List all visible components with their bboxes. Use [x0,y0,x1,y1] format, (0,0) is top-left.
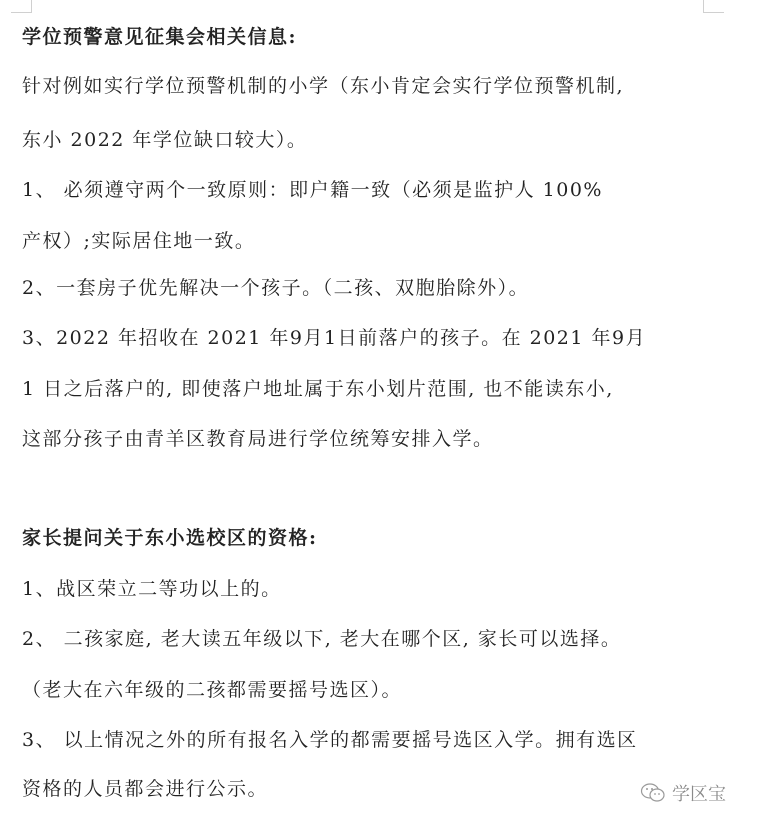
wechat-icon [640,782,666,804]
section2-line: 1、战区荣立二等功以上的。 [22,578,282,600]
section1-line: 1、 必须遵守两个一致原则：即户籍一致（必须是监护人 100% [22,179,603,201]
watermark [640,780,726,806]
section2-line: （老大在六年级的二孩都需要摇号选区）。 [22,679,403,701]
section2-line: 2、 二孩家庭, 老大读五年级以下, 老大在哪个区, 家长可以选择。 [22,628,622,650]
section2-line: 3、 以上情况之外的所有报名入学的都需要摇号选区入学。拥有选区 [22,729,638,751]
section1-line: 东小 2022 年学位缺口较大）。 [22,129,308,151]
watermark-text: 学区宝 [672,784,726,805]
section2-heading: 家长提问关于东小选校区的资格: [22,527,318,549]
section1-line: 2、一套房子优先解决一个孩子。（二孩、双胞胎除外）。 [22,277,530,299]
section1-line: 产权）;实际居住地一致。 [22,230,256,252]
page-corner-mark-left [11,0,32,13]
section1-line: 1 日之后落户的, 即使落户地址属于东小划片范围, 也不能读东小, [22,378,614,400]
section1-line: 针对例如实行学位预警机制的小学（东小肯定会实行学位预警机制, [22,75,625,97]
page-corner-mark-right [703,0,724,13]
section1-line: 3、2022 年招收在 2021 年9月1日前落户的孩子。在 2021 年9月 [22,327,647,349]
section1-line: 这部分孩子由青羊区教育局进行学位统筹安排入学。 [22,428,494,450]
section2-line: 资格的人员都会进行公示。 [22,778,269,800]
section1-heading: 学位预警意见征集会相关信息: [22,26,298,48]
